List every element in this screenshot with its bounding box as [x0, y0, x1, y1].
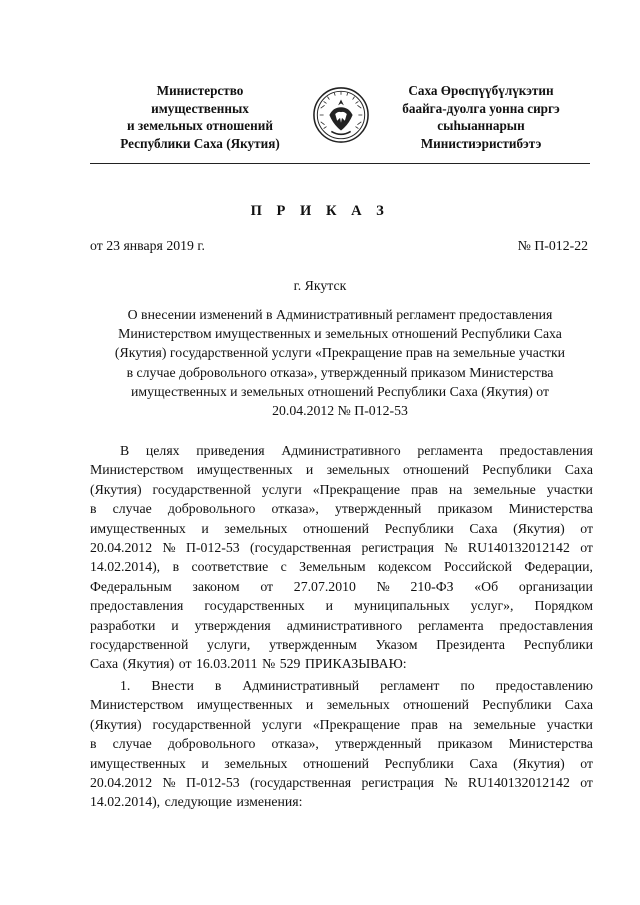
word: №: [444, 540, 458, 556]
word: «Прекращение: [312, 481, 400, 497]
word: государственной: [152, 716, 251, 732]
word: №: [162, 540, 176, 556]
word: 529: [279, 656, 301, 672]
word: Российской: [443, 559, 512, 575]
word: Административный: [242, 678, 360, 693]
ministry-name-line: Министерство: [156, 83, 244, 98]
paragraph-line: [90, 734, 593, 753]
word: Республики: [482, 462, 552, 478]
paragraph-line: [90, 715, 593, 734]
word: В: [120, 443, 130, 458]
word: утвержденный: [334, 736, 422, 752]
word: следующие: [164, 794, 232, 810]
word: Федерации,: [524, 559, 593, 575]
word: (Якутия): [90, 481, 142, 497]
word: утвержденный: [334, 501, 422, 517]
paragraph-line: [90, 754, 593, 773]
word: Федеральным: [90, 578, 172, 594]
word: Республики: [384, 755, 454, 771]
subject-line: в случае добровольного отказа», утвержденный приказом Министерства: [126, 364, 554, 380]
order-date: от 23 января 2019 г.: [90, 238, 205, 253]
paragraph-line: [90, 695, 593, 714]
sakha-coat-of-arms-icon: [312, 86, 370, 144]
word: услуги: [261, 481, 302, 497]
ministry-name-line: и земельных отношений: [127, 118, 273, 133]
word: RU140132012142: [467, 540, 570, 556]
word: №: [162, 775, 176, 791]
word: Республики: [384, 520, 454, 536]
word: Саха: [564, 697, 593, 713]
ministry-name-line: баайга-дуолга уонна сиргэ: [402, 100, 560, 116]
word: государственной: [152, 481, 251, 497]
word: имущественных: [90, 755, 186, 771]
word: отношений: [403, 462, 469, 478]
word: участки: [546, 481, 593, 497]
word: 14.02.2014),: [90, 559, 161, 575]
word: организации: [518, 578, 593, 594]
word: 20.04.2012: [90, 540, 153, 556]
paragraph-line: [90, 635, 593, 654]
order-subject: [108, 305, 572, 420]
word: Указом: [375, 637, 418, 653]
word: отношений: [303, 520, 369, 536]
word: Министерства: [508, 736, 593, 752]
word: имущественных: [90, 520, 186, 536]
word: государственных: [204, 598, 305, 614]
word: утверждения: [194, 617, 271, 633]
paragraph-line: [90, 676, 593, 695]
word: 20.04.2012: [90, 775, 153, 791]
word: регламент: [380, 678, 440, 693]
word: отказа»,: [271, 736, 319, 752]
paragraph-line: [90, 773, 593, 792]
word: Внести: [151, 678, 194, 693]
word: 27.07.2010: [293, 578, 356, 594]
word: Президента: [436, 637, 506, 653]
paragraph-line: [90, 519, 593, 538]
word: Саха: [469, 755, 498, 771]
word: случае: [112, 736, 152, 752]
word: случае: [112, 501, 152, 517]
word: в: [214, 678, 222, 693]
word: Административного: [281, 443, 401, 458]
word: (Якутия): [513, 755, 565, 771]
word: и: [305, 462, 314, 478]
ministry-name-line: сыһыаннарын: [437, 118, 525, 133]
word: Республики: [523, 637, 593, 653]
word: 1.: [120, 678, 131, 693]
word: государственной: [90, 637, 189, 653]
word: земельных: [224, 520, 288, 536]
word: Порядком: [534, 598, 593, 614]
word: Саха: [469, 520, 498, 536]
word: с: [280, 559, 287, 575]
word: (государственная: [250, 775, 352, 791]
word: в: [172, 559, 180, 575]
word: земельных: [326, 462, 390, 478]
word: регистрация: [361, 775, 435, 791]
ministry-name-russian: [90, 82, 310, 152]
word: соответствие: [191, 559, 269, 575]
word: и: [201, 520, 209, 536]
word: отказа»,: [271, 501, 319, 517]
preamble-paragraph: [90, 441, 593, 674]
word: приведения: [196, 443, 265, 458]
word: от: [580, 520, 593, 536]
word: «Об: [474, 578, 499, 594]
word: утвержденным: [269, 637, 357, 653]
word: RU140132012142: [467, 775, 570, 791]
word: №: [444, 775, 458, 791]
word: 16.03.2011: [195, 656, 258, 672]
paragraph-line: [90, 460, 593, 479]
word: от: [580, 775, 593, 791]
word: №: [376, 578, 390, 594]
word: (государственная: [250, 540, 352, 556]
word: Министерством: [90, 697, 184, 713]
word: и: [201, 755, 209, 771]
word: целях: [145, 443, 180, 458]
header-divider: [90, 163, 590, 164]
word: №: [262, 656, 276, 672]
paragraph-line: [90, 577, 593, 596]
paragraph-line: [90, 441, 593, 460]
letterhead: [90, 82, 590, 152]
word: Саха: [90, 656, 119, 672]
word: добровольного: [167, 501, 256, 517]
word: и: [305, 697, 314, 713]
word: предоставления: [499, 443, 593, 458]
ministry-name-sakha: [372, 82, 590, 152]
word: предоставления: [499, 617, 593, 633]
paragraph-line: [90, 557, 593, 576]
word: 210-ФЗ: [410, 578, 454, 594]
ministry-name-line: Министиэристибэтэ: [420, 135, 542, 151]
word: ПРИКАЗЫВАЮ:: [304, 656, 407, 672]
ministry-name-line: Саха Өрөспүүбүлүкэтин: [408, 83, 554, 98]
word: земельные: [473, 716, 536, 732]
word: от: [178, 656, 192, 672]
word: в: [90, 501, 97, 517]
word: административного: [286, 617, 403, 633]
word: регламента: [417, 443, 483, 458]
word: Министерством: [90, 462, 184, 478]
word: прав: [410, 481, 438, 497]
word: добровольного: [167, 736, 256, 752]
word: услуг»,: [470, 598, 514, 614]
paragraph-line: [90, 792, 593, 811]
word: Земельным: [299, 559, 366, 575]
word: от: [260, 578, 274, 594]
word: земельные: [473, 481, 536, 497]
word: регистрация: [361, 540, 435, 556]
word: от: [580, 755, 593, 771]
word: предоставления: [90, 598, 184, 614]
paragraph-line: [90, 480, 593, 499]
word: «Прекращение: [312, 716, 400, 732]
word: прав: [410, 716, 438, 732]
paragraph-line: [90, 538, 593, 557]
word: Саха: [564, 462, 593, 478]
word: по: [460, 678, 475, 693]
word: от: [580, 540, 593, 556]
word: регламента: [418, 617, 484, 633]
paragraph-line: [90, 654, 593, 673]
paragraph-line: [90, 499, 593, 518]
word: Министерства: [508, 501, 593, 517]
word: на: [448, 481, 463, 497]
word: П-012-53: [185, 775, 240, 791]
word: приказом: [437, 501, 493, 517]
word: кодексом: [378, 559, 432, 575]
word: земельных: [224, 755, 288, 771]
word: приказом: [437, 736, 493, 752]
subject-line: Министерством имущественных и земельных отношений Республики Саха: [118, 326, 562, 342]
clause-1-paragraph: [90, 676, 593, 812]
word: Республики: [482, 697, 552, 713]
word: (Якутия): [122, 656, 175, 672]
word: имущественных: [196, 697, 293, 713]
paragraph-line: [90, 596, 593, 615]
order-city: г. Якутск: [293, 278, 347, 293]
word: 14.02.2014),: [90, 794, 161, 810]
word: участки: [546, 716, 593, 732]
word: (Якутия): [90, 716, 142, 732]
word: законом: [192, 578, 240, 594]
document-title: П Р И К А З: [250, 203, 390, 219]
ministry-name-line: имущественных: [151, 100, 249, 116]
word: (Якутия): [513, 520, 565, 536]
ministry-name-line: Республики Саха (Якутия): [120, 135, 280, 151]
word: услуги,: [207, 637, 251, 653]
word: разработки: [90, 617, 156, 633]
word: в: [90, 736, 97, 752]
subject-line: О внесении изменений в Административный регламент предоставления: [127, 307, 553, 322]
word: на: [448, 716, 463, 732]
word: П-012-53: [185, 540, 240, 556]
word: и: [325, 598, 334, 614]
word: предоставлению: [495, 678, 593, 693]
word: отношений: [403, 697, 469, 713]
word: изменения:: [236, 794, 303, 810]
word: услуги: [261, 716, 302, 732]
paragraph-line: [90, 616, 593, 635]
word: имущественных: [196, 462, 293, 478]
word: земельных: [326, 697, 390, 713]
word: муниципальных: [354, 598, 450, 614]
word: отношений: [303, 755, 369, 771]
subject-line: имущественных и земельных отношений Республики Саха (Якутия) от: [130, 383, 550, 399]
subject-line: (Якутия) государственной услуги «Прекращение прав на земельные участки: [114, 345, 566, 361]
subject-line: 20.04.2012 № П-012-53: [272, 403, 408, 419]
word: и: [171, 617, 179, 633]
order-number: № П-012-22: [517, 238, 588, 253]
